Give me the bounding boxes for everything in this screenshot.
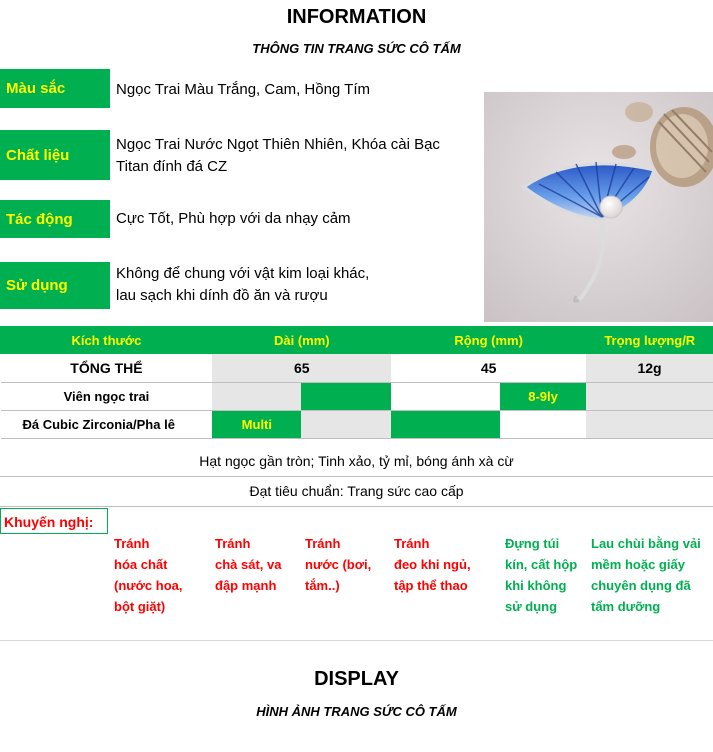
rec-line: sử dụng <box>505 599 558 614</box>
brooch-image <box>484 92 713 322</box>
rec-storage <box>505 533 577 617</box>
display-title: DISPLAY <box>314 668 399 690</box>
spec-header-row <box>1 326 713 354</box>
rec-sleep-sport <box>394 533 471 596</box>
rec-line: Tránh <box>394 536 430 551</box>
spec-overall-weight: 12g <box>586 354 713 382</box>
attr-value-line: lau sạch khi dính đồ ăn và rượu <box>116 287 328 304</box>
product-image <box>484 92 713 322</box>
rec-line: Đựng túi <box>505 536 560 551</box>
spec-cell <box>586 382 713 410</box>
note-standard: Đạt tiêu chuẩn: Trang sức cao cấp <box>0 476 713 507</box>
attr-value-line: Cực Tốt, Phù hợp với da nhạy cảm <box>116 210 351 227</box>
spec-overall-length: 65 <box>212 354 391 382</box>
spec-header-size: Kích thước <box>1 326 213 354</box>
rec-line: đập mạnh <box>215 578 277 593</box>
attr-value-material <box>116 134 440 178</box>
spec-header-weight: Trọng lượng/R <box>586 326 713 354</box>
rec-line: tắm..) <box>305 578 340 593</box>
rec-line: hóa chất <box>114 557 168 572</box>
spec-cz-value: Multi <box>212 410 301 438</box>
attr-value-line: Titan đính đá CZ <box>116 158 228 175</box>
rec-line: đeo khi ngủ, <box>394 557 471 572</box>
rec-line: bột giặt) <box>114 599 166 614</box>
spec-cz-label: Đá Cubic Zirconia/Pha lê <box>1 410 213 438</box>
display-subtitle: HÌNH ẢNH TRANG SỨC CÔ TẤM <box>256 704 457 719</box>
attr-value-usage <box>116 263 369 307</box>
rec-line: (nước hoa, <box>114 578 183 593</box>
attr-label-color: Màu sắc <box>0 69 110 108</box>
spec-cell <box>301 410 391 438</box>
rec-line: Tránh <box>215 536 251 551</box>
attr-value-color <box>116 79 370 101</box>
rec-line: Tránh <box>305 536 341 551</box>
rec-line: chà sát, va <box>215 557 282 572</box>
spec-row-overall <box>1 354 713 382</box>
rec-line: nước (bơi, <box>305 557 372 572</box>
rec-water <box>305 533 371 596</box>
rec-line: Lau chùi bằng vải <box>591 536 701 551</box>
attr-label-effect: Tác động <box>0 200 110 238</box>
spec-header-length: Dài (mm) <box>212 326 391 354</box>
spec-cell <box>500 410 586 438</box>
rec-friction <box>215 533 282 596</box>
spec-overall-label: TỔNG THỂ <box>1 354 213 382</box>
spec-overall-width: 45 <box>391 354 586 382</box>
rec-line: Tránh <box>114 536 150 551</box>
rec-chemicals <box>114 533 183 617</box>
attr-value-effect <box>116 208 351 230</box>
attr-value-line: Không để chung với vật kim loại khác, <box>116 265 370 282</box>
attr-value-line: Ngọc Trai Màu Trắng, Cam, Hồng Tím <box>116 81 370 98</box>
spec-row-cz <box>1 410 713 438</box>
spec-row-pearl <box>1 382 713 410</box>
spec-pearl-size: 8-9ly <box>500 382 586 410</box>
spec-cell <box>391 382 500 410</box>
rec-line: mềm hoặc giấy <box>591 557 685 572</box>
spec-cell <box>212 382 301 410</box>
spec-pearl-label: Viên ngọc trai <box>1 382 213 410</box>
section-divider <box>0 640 713 641</box>
attr-label-material: Chất liệu <box>0 130 110 180</box>
rec-line: tẩm dưỡng <box>591 599 661 614</box>
spec-cell <box>301 382 391 410</box>
info-title: INFORMATION <box>286 6 427 28</box>
spec-cell <box>391 410 500 438</box>
attr-label-usage: Sử dụng <box>0 262 110 309</box>
rec-line: tập thể thao <box>394 578 468 593</box>
info-subtitle: THÔNG TIN TRANG SỨC CÔ TẤM <box>252 41 461 56</box>
spec-cell <box>586 410 713 438</box>
rec-line: khi không <box>505 578 567 593</box>
rec-cleaning <box>591 533 701 617</box>
spec-table <box>0 326 713 439</box>
attr-value-line: Ngọc Trai Nước Ngọt Thiên Nhiên, Khóa cài Bạc <box>116 136 440 153</box>
spec-header-width: Rộng (mm) <box>391 326 586 354</box>
rec-line: chuyên dụng đã <box>591 578 691 593</box>
note-pearl-quality: Hạt ngọc gần tròn; Tinh xảo, tỷ mỉ, bóng ánh xà cừ <box>0 446 713 477</box>
rec-line: kín, cất hộp <box>505 557 578 572</box>
recommendation-label: Khuyến nghị: <box>0 508 108 534</box>
